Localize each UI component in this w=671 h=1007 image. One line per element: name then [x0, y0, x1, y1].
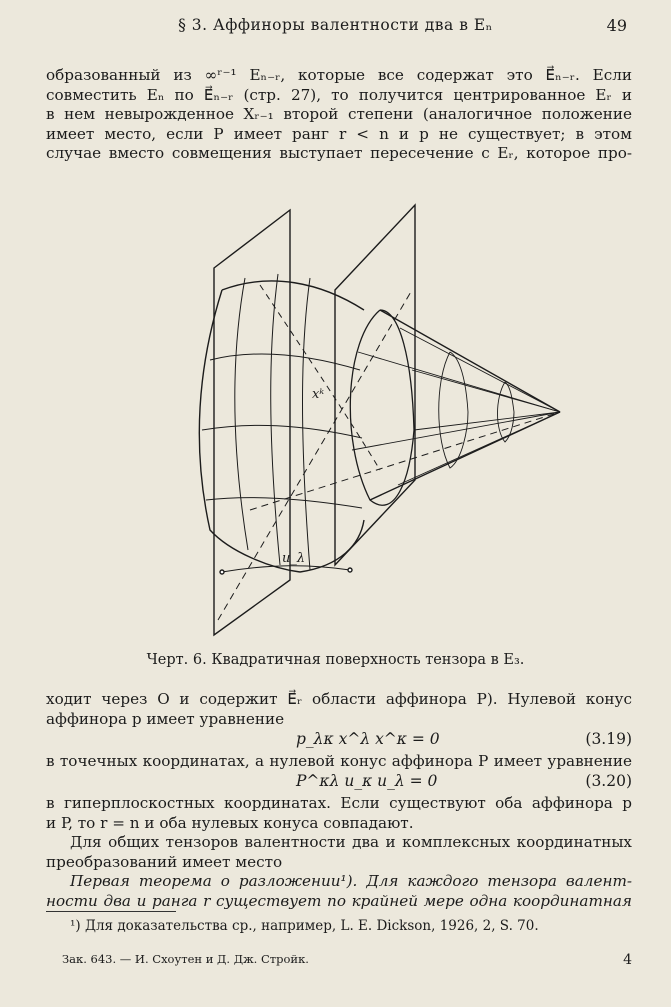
cone-base-ellipse: [350, 310, 414, 505]
equation-number: (3.19): [585, 730, 632, 748]
text-line: в гиперплоскостных координатах. Если существуют оба аффинора p: [46, 794, 632, 812]
running-header: [0, 16, 671, 40]
cone-generator: [352, 412, 560, 450]
text-line: ходит через O и содержит E⃗ᵣ области аффинора P). Нулевой конус: [46, 690, 632, 708]
bowl-parallel: [210, 354, 360, 370]
bowl-meridian: [271, 274, 280, 565]
u-endpoint: [348, 568, 352, 572]
cone-generator: [400, 328, 560, 412]
text-line: совместить Eₙ по E⃗ₙ₋ᵣ (стр. 27), то получится центрированное Eᵣ и: [46, 85, 632, 104]
text-line: случае вместо совмещения выступает пересечение с Eᵣ, которое про-: [46, 144, 632, 163]
dashed-curve: [260, 285, 380, 470]
footnote: ¹) Для доказательства ср., например, L. E. Dickson, 1926, 2, S. 70.: [70, 918, 539, 934]
imprint-line: [62, 952, 632, 966]
bowl-meridian: [235, 278, 248, 550]
u-endpoint: [220, 570, 224, 574]
header-title: § 3. Аффиноры валентности два в Eₙ: [178, 16, 493, 34]
bowl-parallel: [202, 425, 362, 438]
text-line: аффинора p имеет уравнение: [46, 709, 285, 728]
cone-parallel: [439, 352, 468, 468]
cone-generator: [414, 412, 560, 430]
bowl-meridian: [303, 278, 311, 570]
label-u: u_λ: [282, 551, 306, 566]
text-line: Для общих тензоров валентности два и комплексных координатных: [70, 833, 632, 852]
cone-generator: [398, 412, 560, 485]
cone-generator: [358, 352, 560, 412]
bowl-parallel: [206, 498, 362, 508]
label-x: xᵏ: [312, 387, 325, 402]
text-line: в точечных координатах, а нулевой конус аффинора P имеет уравнение: [46, 752, 632, 770]
equation-3-19: [46, 730, 632, 752]
text-line: образованный из ∞ʳ⁻¹ Eₙ₋ᵣ, которые все содержат это E⃗ₙ₋ᵣ. Если: [46, 66, 632, 84]
lower-paragraph: [46, 794, 632, 912]
equation-number: (3.20): [585, 772, 632, 790]
signature-number: 4: [623, 952, 632, 968]
text-line: ности два и ранга r существует по крайней мере одна координатная: [46, 891, 632, 910]
equation-formula: p_λκ x^λ x^κ = 0: [296, 730, 440, 748]
equation-formula: P^κλ u_κ u_λ = 0: [296, 772, 438, 790]
middle-paragraph: [46, 690, 632, 729]
quadratic-surface-figure: [150, 180, 620, 640]
figure-caption: Черт. 6. Квадратичная поверхность тензора в E₃.: [146, 652, 525, 668]
dashed-line: [218, 290, 412, 620]
text-line: и P, то r = n и оба нулевых конуса совпадают.: [46, 813, 414, 832]
dashed-axis: [250, 412, 560, 510]
top-paragraph: [46, 66, 632, 164]
imprint-text: Зак. 643. — И. Схоутен и Д. Дж. Стройк.: [62, 952, 309, 966]
text-line: в нем невырожденное Xᵣ₋₁ второй степени (аналогичное положение: [46, 105, 632, 124]
middle-line: [46, 752, 632, 772]
cone-parallel: [498, 382, 515, 442]
footnote-rule: [46, 911, 176, 912]
text-line: преобразований имеет место: [46, 852, 283, 871]
text-line: имеет место, если P имеет ранг r < n и p не существует; в этом: [46, 124, 632, 143]
text-line: Первая теорема о разложении¹). Для каждого тензора валент-: [70, 872, 632, 891]
right-plane: [335, 205, 415, 565]
equation-3-20: [46, 772, 632, 794]
header-page-number: 49: [606, 16, 627, 35]
